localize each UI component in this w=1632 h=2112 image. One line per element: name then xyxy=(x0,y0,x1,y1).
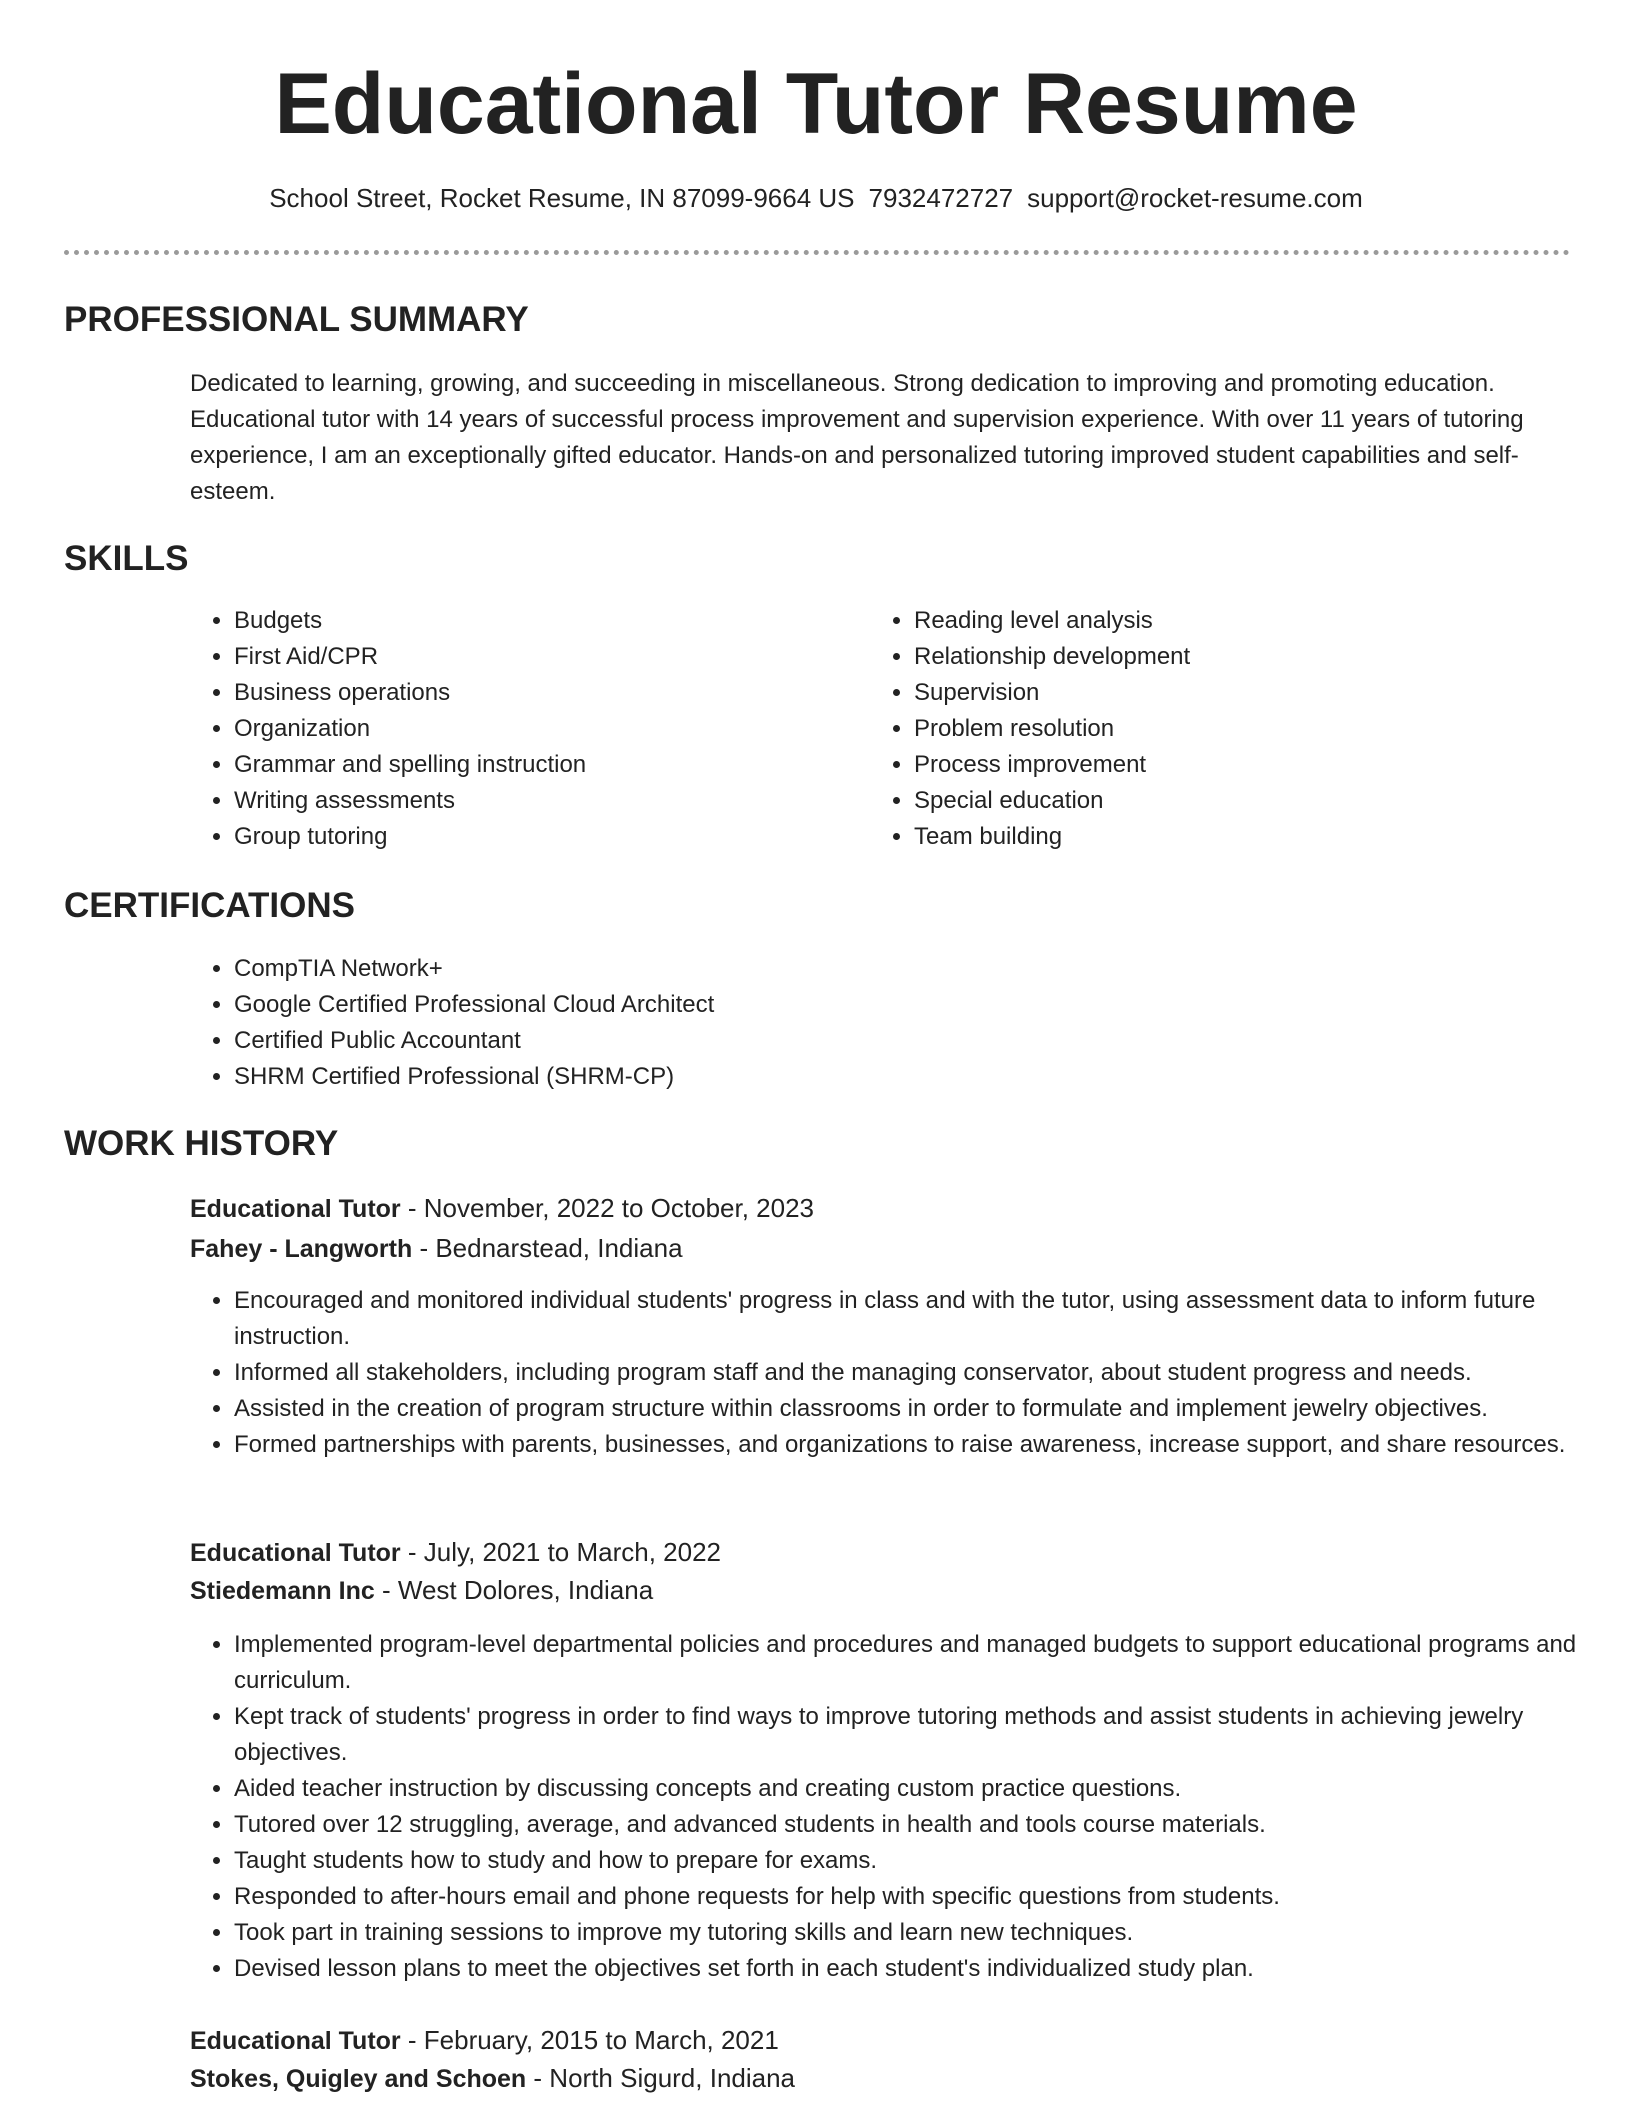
skill-item: • Relationship development xyxy=(914,639,1564,675)
job-location: - North Sigurd, Indiana xyxy=(526,2063,796,2093)
skill-item: • Supervision xyxy=(914,675,1564,711)
job-title-line xyxy=(190,1534,721,1571)
certification-item: • SHRM Certified Professional (SHRM-CP) xyxy=(234,1059,1534,1095)
contact-line xyxy=(0,180,1632,216)
work-history-heading: WORK HISTORY xyxy=(64,1124,339,1163)
job-bullet: • Aided teacher instruction by discussing concepts and creating custom practice questions. xyxy=(234,1771,1614,1807)
job-dates: - July, 2021 to March, 2022 xyxy=(400,1537,722,1567)
job-bullets xyxy=(190,1627,1614,1987)
job-location: - Bednarstead, Indiana xyxy=(412,1233,683,1263)
job-bullets xyxy=(190,1283,1614,1463)
skill-item: • Special education xyxy=(914,783,1564,819)
skill-item: • Team building xyxy=(914,819,1564,855)
job-company: Stokes, Quigley and Schoen xyxy=(190,2065,527,2093)
skill-item: • Writing assessments xyxy=(234,783,834,819)
skill-item: • Problem resolution xyxy=(914,711,1564,747)
skill-item: • Process improvement xyxy=(914,747,1564,783)
job-bullet: • Kept track of students' progress in order to find ways to improve tutoring methods and assist students in achieving jewelry objectives. xyxy=(234,1699,1614,1771)
job-bullet: • Encouraged and monitored individual students' progress in class and with the tutor, using assessment data to inform future instruction. xyxy=(234,1283,1614,1355)
job-bullet: • Formed partnerships with parents, businesses, and organizations to raise awareness, increase support, and share resources. xyxy=(234,1427,1614,1463)
job-company-line xyxy=(190,1230,683,1267)
header-divider xyxy=(64,250,1570,255)
job-company: Stiedemann Inc xyxy=(190,1577,375,1605)
skill-item: • Business operations xyxy=(234,675,834,711)
job-dates: - November, 2022 to October, 2023 xyxy=(400,1193,815,1223)
job-bullet: • Responded to after-hours email and phone requests for help with specific questions from students. xyxy=(234,1879,1614,1915)
skill-item: • Group tutoring xyxy=(234,819,834,855)
job-company-line xyxy=(190,2060,795,2097)
skill-item: • Grammar and spelling instruction xyxy=(234,747,834,783)
skill-item: • Budgets xyxy=(234,603,834,639)
job-dates: - February, 2015 to March, 2021 xyxy=(400,2025,779,2055)
certification-item: • Certified Public Accountant xyxy=(234,1023,1534,1059)
job-bullet: • Implemented program-level departmental policies and procedures and managed budgets to support educational programs and curriculum. xyxy=(234,1627,1614,1699)
skill-item: • Reading level analysis xyxy=(914,603,1564,639)
resume-title: Educational Tutor Resume xyxy=(274,56,1358,152)
contact-email: support@rocket-resume.com xyxy=(1027,183,1363,213)
certification-item: • CompTIA Network+ xyxy=(234,951,1534,987)
skill-item: • First Aid/CPR xyxy=(234,639,834,675)
job-location: - West Dolores, Indiana xyxy=(374,1575,654,1605)
job-company-line xyxy=(190,1572,653,1609)
skills-list-left xyxy=(190,603,834,855)
skills-heading: SKILLS xyxy=(64,539,189,578)
summary-heading: PROFESSIONAL SUMMARY xyxy=(64,300,529,339)
job-title: Educational Tutor xyxy=(190,2027,401,2055)
job-bullet: • Devised lesson plans to meet the objectives set forth in each student's individualized study plan. xyxy=(234,1951,1614,1987)
job-bullet: • Tutored over 12 struggling, average, and advanced students in health and tools course materials. xyxy=(234,1807,1614,1843)
job-bullet: • Assisted in the creation of program structure within classrooms in order to formulate and implement jewelry objectives. xyxy=(234,1391,1614,1427)
contact-phone: 7932472727 xyxy=(868,183,1014,213)
certifications-list xyxy=(190,951,1534,1095)
job-title-line xyxy=(190,2022,779,2059)
summary-text: Dedicated to learning, growing, and succeeding in miscellaneous. Strong dedication to improving and promoting education. Educational tutor with 14 years of successful process improvement and supervision experience. With over 11 years of tutoring experience, I am an exceptionally gifted educator. Hands-on and personalized tutoring improved student capabilities and self-esteem. xyxy=(190,370,1524,505)
skill-item: • Organization xyxy=(234,711,834,747)
contact-address: School Street, Rocket Resume, IN 87099-9664 US xyxy=(269,183,855,213)
job-bullet: • Took part in training sessions to improve my tutoring skills and learn new techniques. xyxy=(234,1915,1614,1951)
job-title: Educational Tutor xyxy=(190,1195,401,1223)
job-title-line xyxy=(190,1190,814,1227)
job-bullet: • Informed all stakeholders, including program staff and the managing conservator, about student progress and needs. xyxy=(234,1355,1614,1391)
job-bullet: • Taught students how to study and how to prepare for exams. xyxy=(234,1843,1614,1879)
certifications-heading: CERTIFICATIONS xyxy=(64,886,356,925)
job-company: Fahey - Langworth xyxy=(190,1235,413,1263)
skills-list-right xyxy=(870,603,1564,855)
job-title: Educational Tutor xyxy=(190,1539,401,1567)
certification-item: • Google Certified Professional Cloud Architect xyxy=(234,987,1534,1023)
